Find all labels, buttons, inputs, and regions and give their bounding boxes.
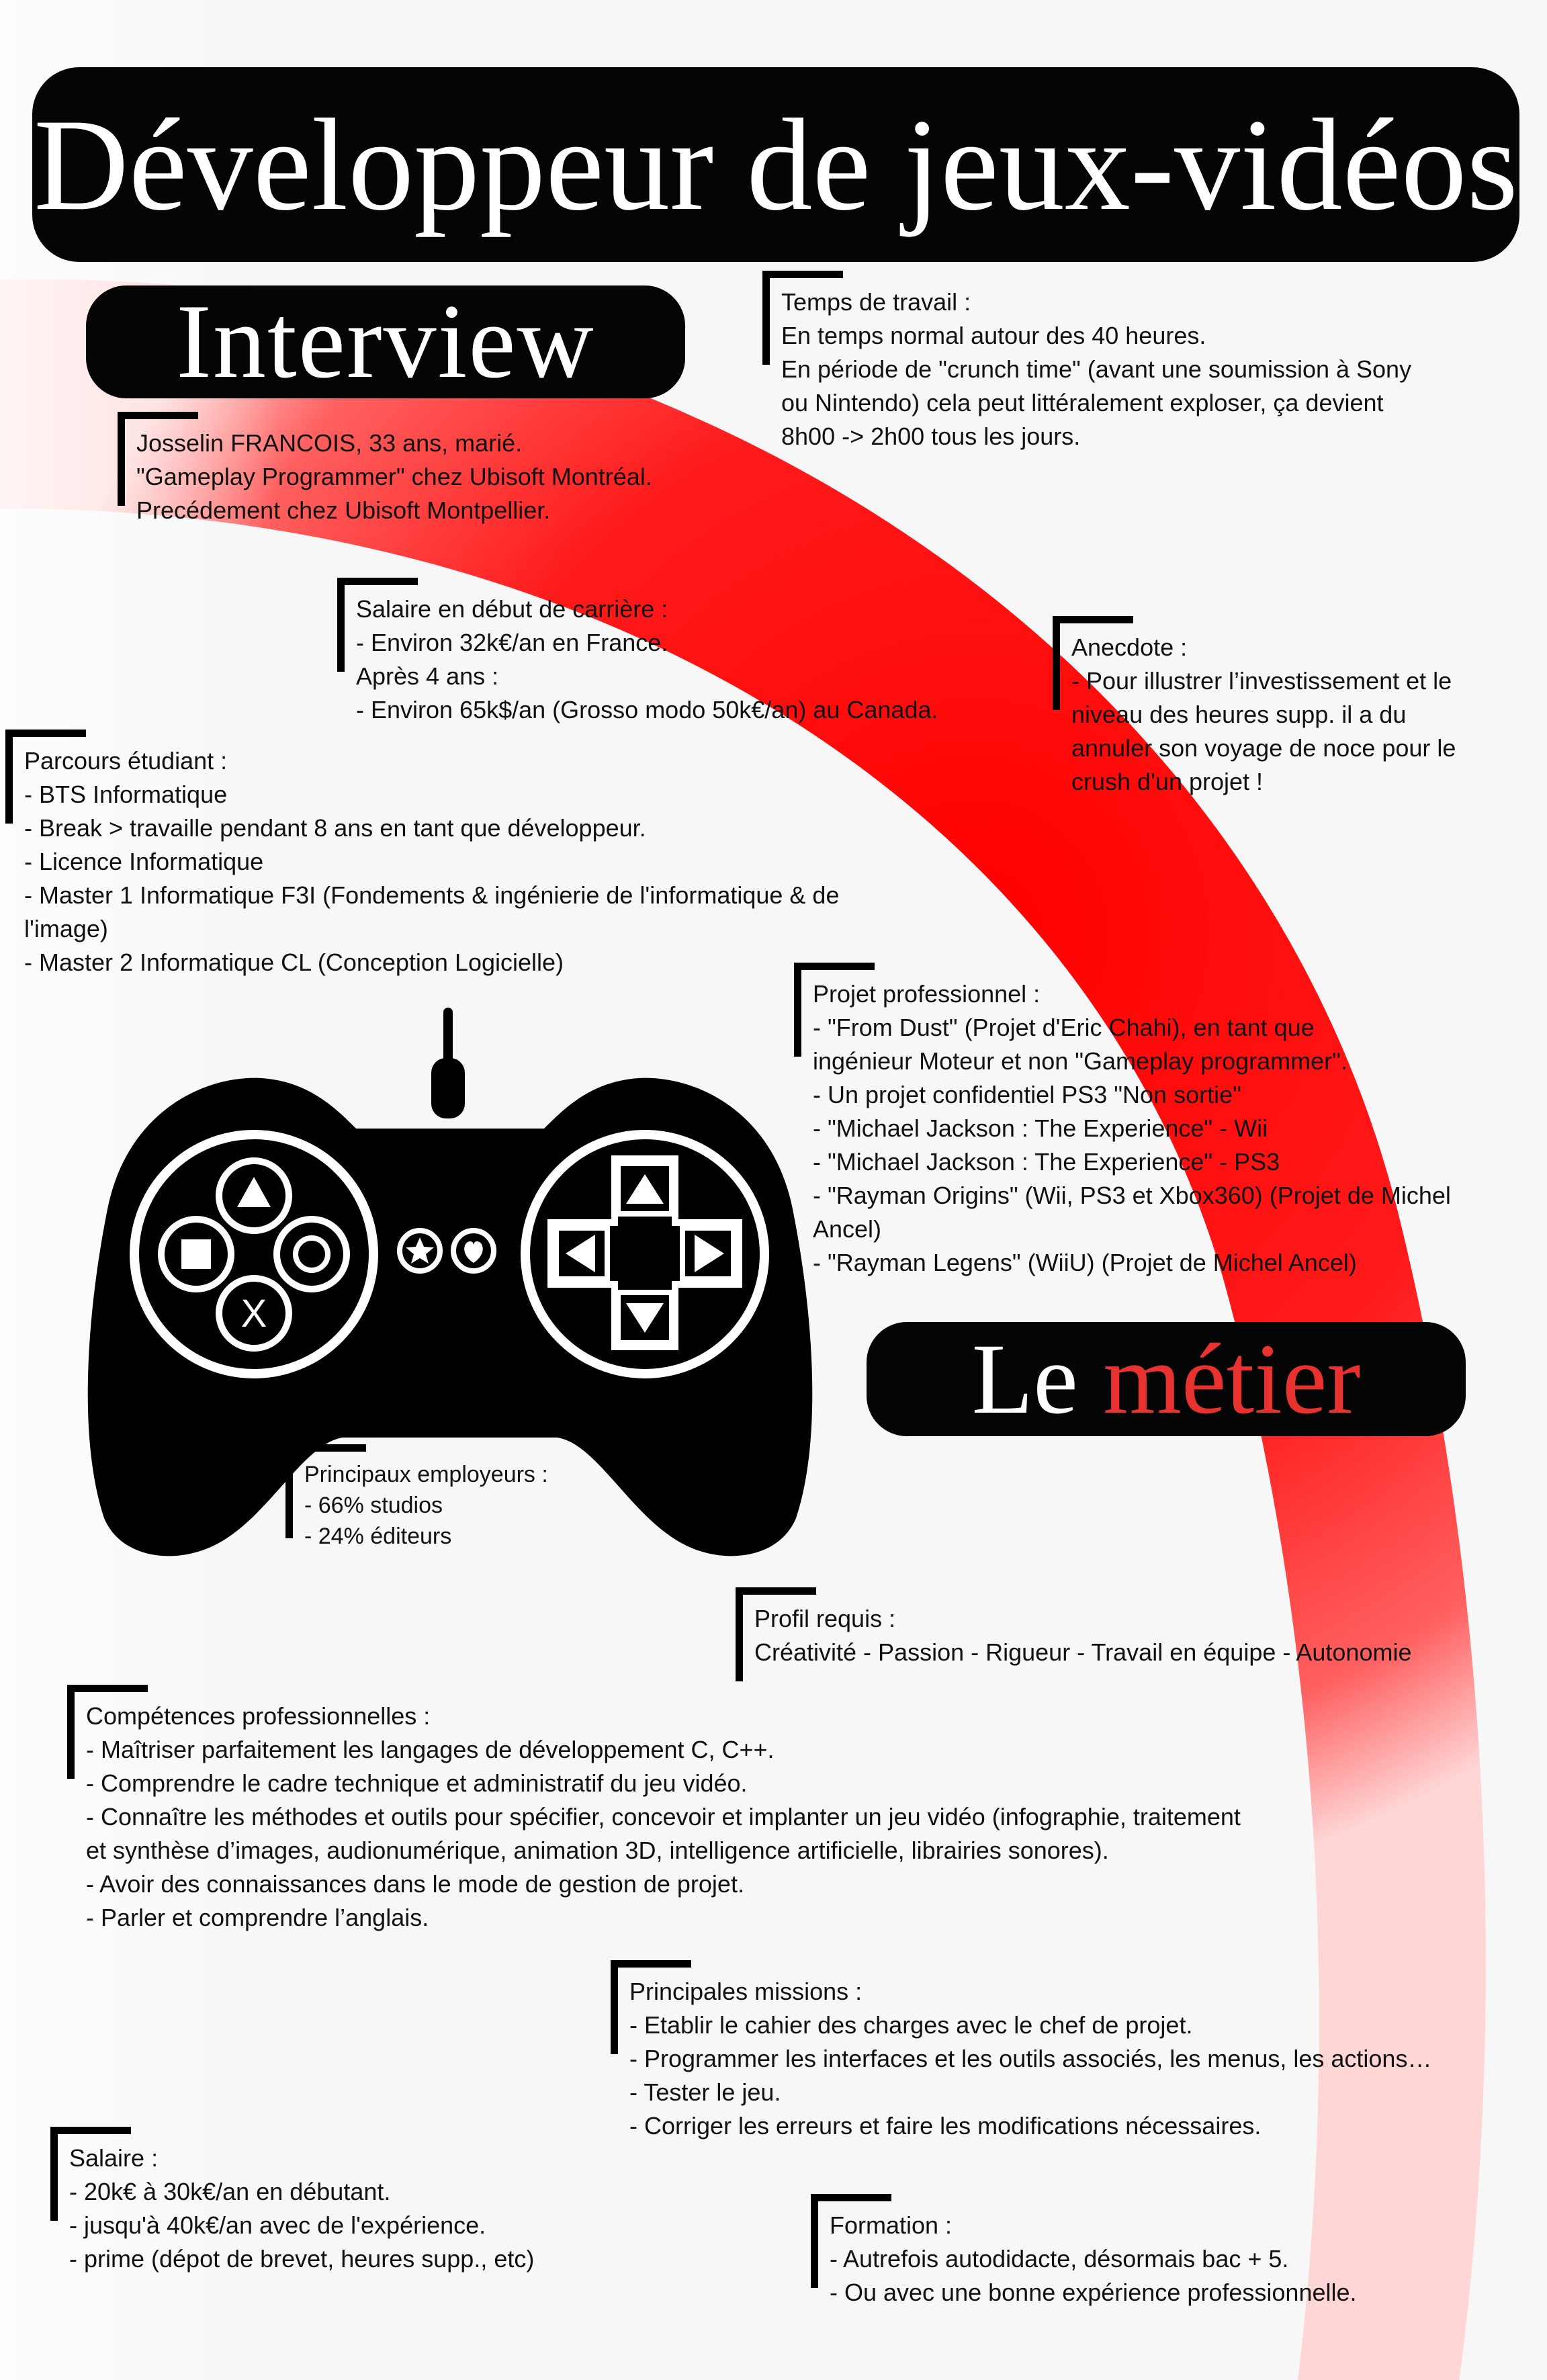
title-banner <box>32 67 1519 262</box>
parcours-heading: Parcours étudiant : <box>24 747 228 775</box>
temps-travail-block <box>781 285 1411 453</box>
missions-heading: Principales missions : <box>629 1978 863 2005</box>
anecdote-block <box>1071 631 1456 799</box>
cross-button-label: X <box>240 1292 267 1335</box>
circle-button-icon <box>277 1219 347 1289</box>
star-button-icon <box>400 1231 440 1271</box>
projet-line: - "Rayman Origins" (Wii, PS3 et Xbox360) (Projet de Michel <box>813 1182 1451 1209</box>
parcours-line: - Break > travaille pendant 8 ans en tant que développeur. <box>24 814 646 842</box>
parcours-line: - Master 1 Informatique F3I (Fondements & ingénierie de l'informatique & de <box>24 881 840 909</box>
missions-block <box>629 1975 1431 2143</box>
square-button-icon <box>161 1219 231 1289</box>
formation-heading: Formation : <box>830 2211 953 2239</box>
projet-line: - "Michael Jackson : The Experience" - Wii <box>813 1114 1268 1142</box>
identite-block <box>136 427 652 527</box>
anecdote-heading: Anecdote : <box>1071 633 1188 661</box>
projet-line: - "Rayman Legens" (WiiU) (Projet de Michel Ancel) <box>813 1249 1357 1276</box>
projet-line: - "Michael Jackson : The Experience" - PS3 <box>813 1148 1280 1176</box>
employeurs-line: - 24% éditeurs <box>304 1524 452 1549</box>
formation-line: - Autrefois autodidacte, désormais bac + 5. <box>830 2245 1289 2273</box>
salaire-line: - prime (dépot de brevet, heures supp., etc) <box>69 2245 535 2273</box>
interview-banner <box>86 285 685 398</box>
projet-line: Ancel) <box>813 1215 882 1243</box>
temps-travail-heading: Temps de travail : <box>781 288 971 316</box>
salaire-debut-heading: Salaire en début de carrière : <box>356 595 668 623</box>
salaire-heading: Salaire : <box>69 2144 159 2172</box>
salaire-debut-line: - Environ 65k$/an (Grosso modo 50k€/an) au Canada. <box>356 696 938 723</box>
salaire-block <box>69 2142 534 2276</box>
parcours-line: - BTS Informatique <box>24 781 228 808</box>
gamepad-icon <box>81 1008 820 1565</box>
cross-button-icon <box>219 1278 289 1348</box>
salaire-line: - jusqu'à 40k€/an avec de l'expérience. <box>69 2211 486 2239</box>
projet-heading: Projet professionnel : <box>813 980 1041 1008</box>
competences-line: - Connaître les méthodes et outils pour spécifier, concevoir et implanter un jeu vidéo (infographie, traitement <box>86 1803 1241 1831</box>
parcours-line: - Master 2 Informatique CL (Conception Logicielle) <box>24 949 564 976</box>
identite-heading: Josselin FRANCOIS, 33 ans, marié. <box>136 429 523 457</box>
anecdote-line: crush d'un projet ! <box>1071 768 1264 795</box>
profil-block <box>754 1602 1411 1669</box>
competences-heading: Compétences professionnelles : <box>86 1702 431 1730</box>
parcours-line: - Licence Informatique <box>24 848 264 875</box>
metier-heading-le: Le <box>971 1323 1078 1435</box>
salaire-debut-line: Après 4 ans : <box>356 662 499 690</box>
temps-travail-line: En période de "crunch time" (avant une soumission à Sony <box>781 355 1412 383</box>
triangle-button-icon <box>219 1161 289 1231</box>
temps-travail-line: 8h00 -> 2h00 tous les jours. <box>781 423 1081 450</box>
missions-line: - Tester le jeu. <box>629 2078 781 2106</box>
employeurs-line: - 66% studios <box>304 1493 443 1518</box>
projet-block <box>813 977 1451 1280</box>
identite-line: "Gameplay Programmer" chez Ubisoft Montréal. <box>136 463 652 490</box>
anecdote-line: niveau des heures supp. il a du <box>1071 701 1407 728</box>
competences-line: - Avoir des connaissances dans le mode de gestion de projet. <box>86 1870 744 1898</box>
page-title: Développeur de jeux-vidéos <box>34 91 1518 238</box>
missions-line: - Programmer les interfaces et les outils associés, les menus, les actions… <box>629 2045 1432 2072</box>
missions-line: - Corriger les erreurs et faire les modifications nécessaires. <box>629 2112 1262 2140</box>
competences-line: - Maîtriser parfaitement les langages de développement C, C++. <box>86 1736 775 1763</box>
projet-line: - Un projet confidentiel PS3 "Non sortie" <box>813 1081 1241 1108</box>
anecdote-line: - Pour illustrer l’investissement et le <box>1071 667 1452 695</box>
profil-heading: Profil requis : <box>754 1605 896 1632</box>
employeurs-heading: Principaux employeurs : <box>304 1462 548 1487</box>
parcours-block <box>24 744 839 979</box>
projet-line: - "From Dust" (Projet d'Eric Chahi), en tant que <box>813 1014 1315 1041</box>
metier-banner <box>867 1322 1466 1436</box>
metier-heading-metier: métier <box>1103 1323 1361 1435</box>
temps-travail-line: ou Nintendo) cela peut littéralement exploser, ça devient <box>781 389 1384 416</box>
heart-button-icon <box>453 1231 494 1271</box>
interview-heading: Interview <box>176 281 594 403</box>
competences-line: et synthèse d’images, audionumérique, animation 3D, intelligence artificielle, librairies sonores). <box>86 1837 1109 1864</box>
salaire-debut-block <box>356 592 938 727</box>
profil-line: Créativité - Passion - Rigueur - Travail en équipe - Autonomie <box>754 1638 1412 1666</box>
formation-line: - Ou avec une bonne expérience professionnelle. <box>830 2279 1357 2306</box>
temps-travail-line: En temps normal autour des 40 heures. <box>781 322 1206 349</box>
salaire-debut-line: - Environ 32k€/an en France. <box>356 629 668 656</box>
competences-line: - Parler et comprendre l’anglais. <box>86 1904 429 1931</box>
salaire-line: - 20k€ à 30k€/an en débutant. <box>69 2178 391 2205</box>
missions-line: - Etablir le cahier des charges avec le chef de projet. <box>629 2011 1193 2039</box>
formation-block <box>830 2209 1357 2309</box>
parcours-line: l'image) <box>24 915 108 942</box>
competences-line: - Comprendre le cadre technique et administratif du jeu vidéo. <box>86 1769 748 1797</box>
identite-line: Precédement chez Ubisoft Montpellier. <box>136 496 551 524</box>
anecdote-line: annuler son voyage de noce pour le <box>1071 734 1456 762</box>
projet-line: ingénieur Moteur et non "Gameplay programmer". <box>813 1047 1347 1075</box>
competences-block <box>86 1700 1241 1935</box>
